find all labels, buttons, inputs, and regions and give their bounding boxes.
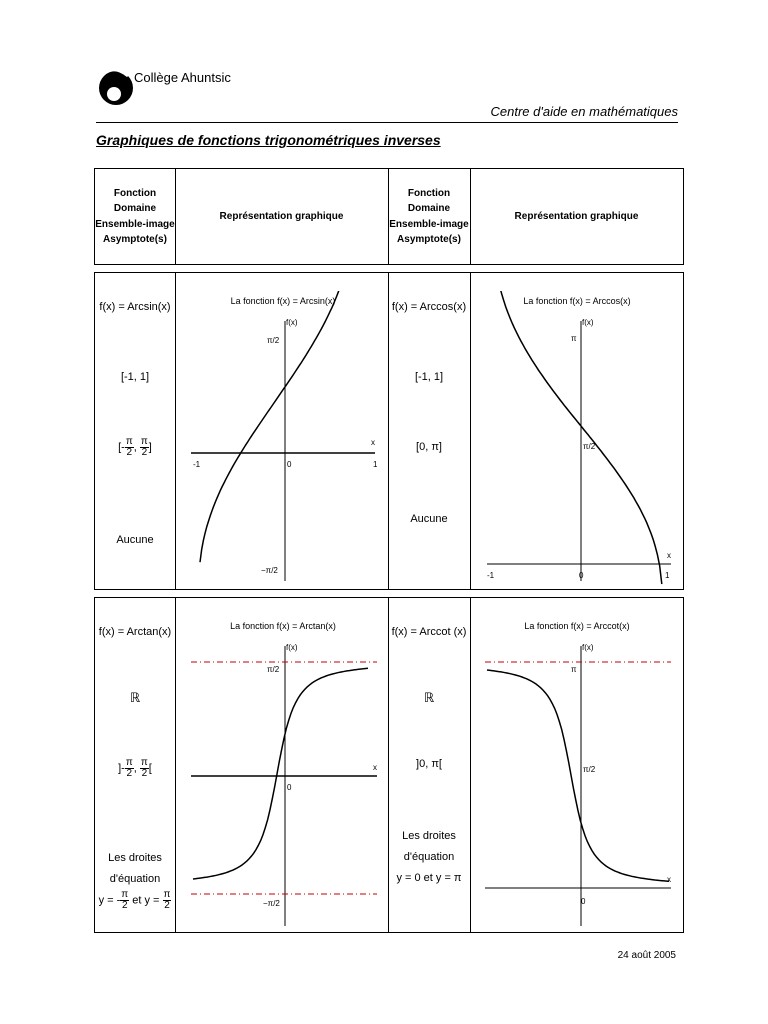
arccos-domain: [-1, 1]	[414, 371, 444, 383]
arccos-graph	[475, 291, 679, 585]
tick-neg1: -1	[487, 571, 495, 580]
table-row-arctan-arccot	[94, 597, 684, 933]
arcsin-graph	[181, 291, 383, 585]
y-label-pi-2: π/2	[583, 765, 596, 774]
header-domaine: Domaine	[407, 203, 451, 214]
college-name: Collège Ahuntsic	[134, 70, 231, 85]
arctan-graph	[181, 616, 383, 928]
y-label-pi-2: π/2	[583, 442, 596, 451]
y-label-pi: π	[571, 334, 577, 343]
centre-name: Centre d'aide en mathématiques	[490, 104, 678, 119]
header-fonction: Fonction	[113, 187, 157, 199]
graph-title: La fonction f(x) = Arctan(x)	[230, 621, 336, 631]
tick-0: 0	[579, 571, 584, 580]
arctan-image: ]- $\frac{\pi}{2}$ , $\frac{\pi}{2}$ [	[118, 757, 152, 779]
arccot-curve	[487, 670, 669, 881]
footer-date: 24 août 2005	[617, 950, 676, 961]
tick-0: 0	[287, 460, 292, 469]
arccos-curve	[495, 291, 662, 584]
tick-0: 0	[581, 897, 586, 906]
arctan-domain: ℝ	[129, 690, 141, 705]
arccot-function: f(x) = Arccot (x)	[391, 626, 467, 638]
arcsin-asymptotes: Aucune	[116, 534, 154, 546]
table-header	[94, 168, 684, 265]
tick-neg1: -1	[193, 460, 201, 469]
arccos-function: f(x) = Arccos(x)	[391, 301, 467, 313]
arccos-image: [0, π]	[416, 441, 442, 453]
header-domaine: Domaine	[113, 203, 157, 214]
arccot-image: ]0, π[	[416, 758, 442, 770]
graph-title: La fonction f(x) = Arccot(x)	[524, 621, 630, 631]
header-ensemble-image: Ensemble-image	[389, 218, 469, 230]
arctan-asymptotes: Les droites d'équation y = - $\frac{\pi}{2}$ et y = $\frac{\pi}{2}$	[98, 852, 171, 911]
tick-0: 0	[287, 783, 292, 792]
header-info-col-right	[388, 169, 470, 264]
arccot-domain: ℝ	[423, 690, 435, 705]
fx-label: f(x)	[582, 318, 594, 327]
arccot-graph	[475, 616, 679, 928]
y-label-pi-2: π/2	[267, 665, 280, 674]
x-label: x	[373, 763, 377, 772]
fx-label: f(x)	[286, 318, 298, 327]
header-ensemble-image: Ensemble-image	[95, 218, 175, 230]
arcsin-domain: [-1, 1]	[120, 371, 150, 383]
y-label-neg-pi-2: −π/2	[261, 566, 278, 575]
fx-label: f(x)	[582, 643, 594, 652]
arccos-asymptotes: Aucune	[410, 513, 448, 525]
header-fonction: Fonction	[407, 187, 451, 199]
arcsin-function: f(x) = Arcsin(x)	[99, 301, 171, 313]
tick-1: 1	[665, 571, 670, 580]
x-label: x	[667, 875, 671, 884]
y-label-pi: π	[571, 665, 577, 674]
y-label-pi-2: π/2	[267, 336, 280, 345]
header-graph-col-left: Représentation graphique	[219, 210, 344, 222]
college-logo	[96, 64, 136, 108]
arcsin-curve	[200, 291, 354, 562]
fx-label: f(x)	[286, 643, 298, 652]
header-asymptotes: Asymptote(s)	[397, 234, 461, 245]
header-rule	[96, 122, 678, 123]
arctan-function: f(x) = Arctan(x)	[98, 626, 172, 638]
page-title: Graphiques de fonctions trigonométriques inverses	[96, 132, 441, 148]
graph-title: La fonction f(x) = Arcsin(x)	[230, 296, 336, 306]
header-asymptotes: Asymptote(s)	[103, 234, 167, 245]
arcsin-image: [- $\frac{\pi}{2}$ , $\frac{\pi}{2}$ ]	[118, 436, 152, 458]
arctan-curve	[193, 668, 368, 879]
y-label-neg-pi-2: −π/2	[263, 899, 280, 908]
x-label: x	[667, 551, 671, 560]
graph-title: La fonction f(x) = Arccos(x)	[523, 296, 631, 306]
tick-1: 1	[373, 460, 378, 469]
x-label: x	[371, 438, 375, 447]
header-graph-col-right: Représentation graphique	[514, 210, 639, 222]
table-row-arcsin-arccos	[94, 272, 684, 590]
header-info-col-left	[95, 169, 175, 264]
arccot-asymptotes: Les droites d'équation y = 0 et y = π	[396, 830, 462, 884]
